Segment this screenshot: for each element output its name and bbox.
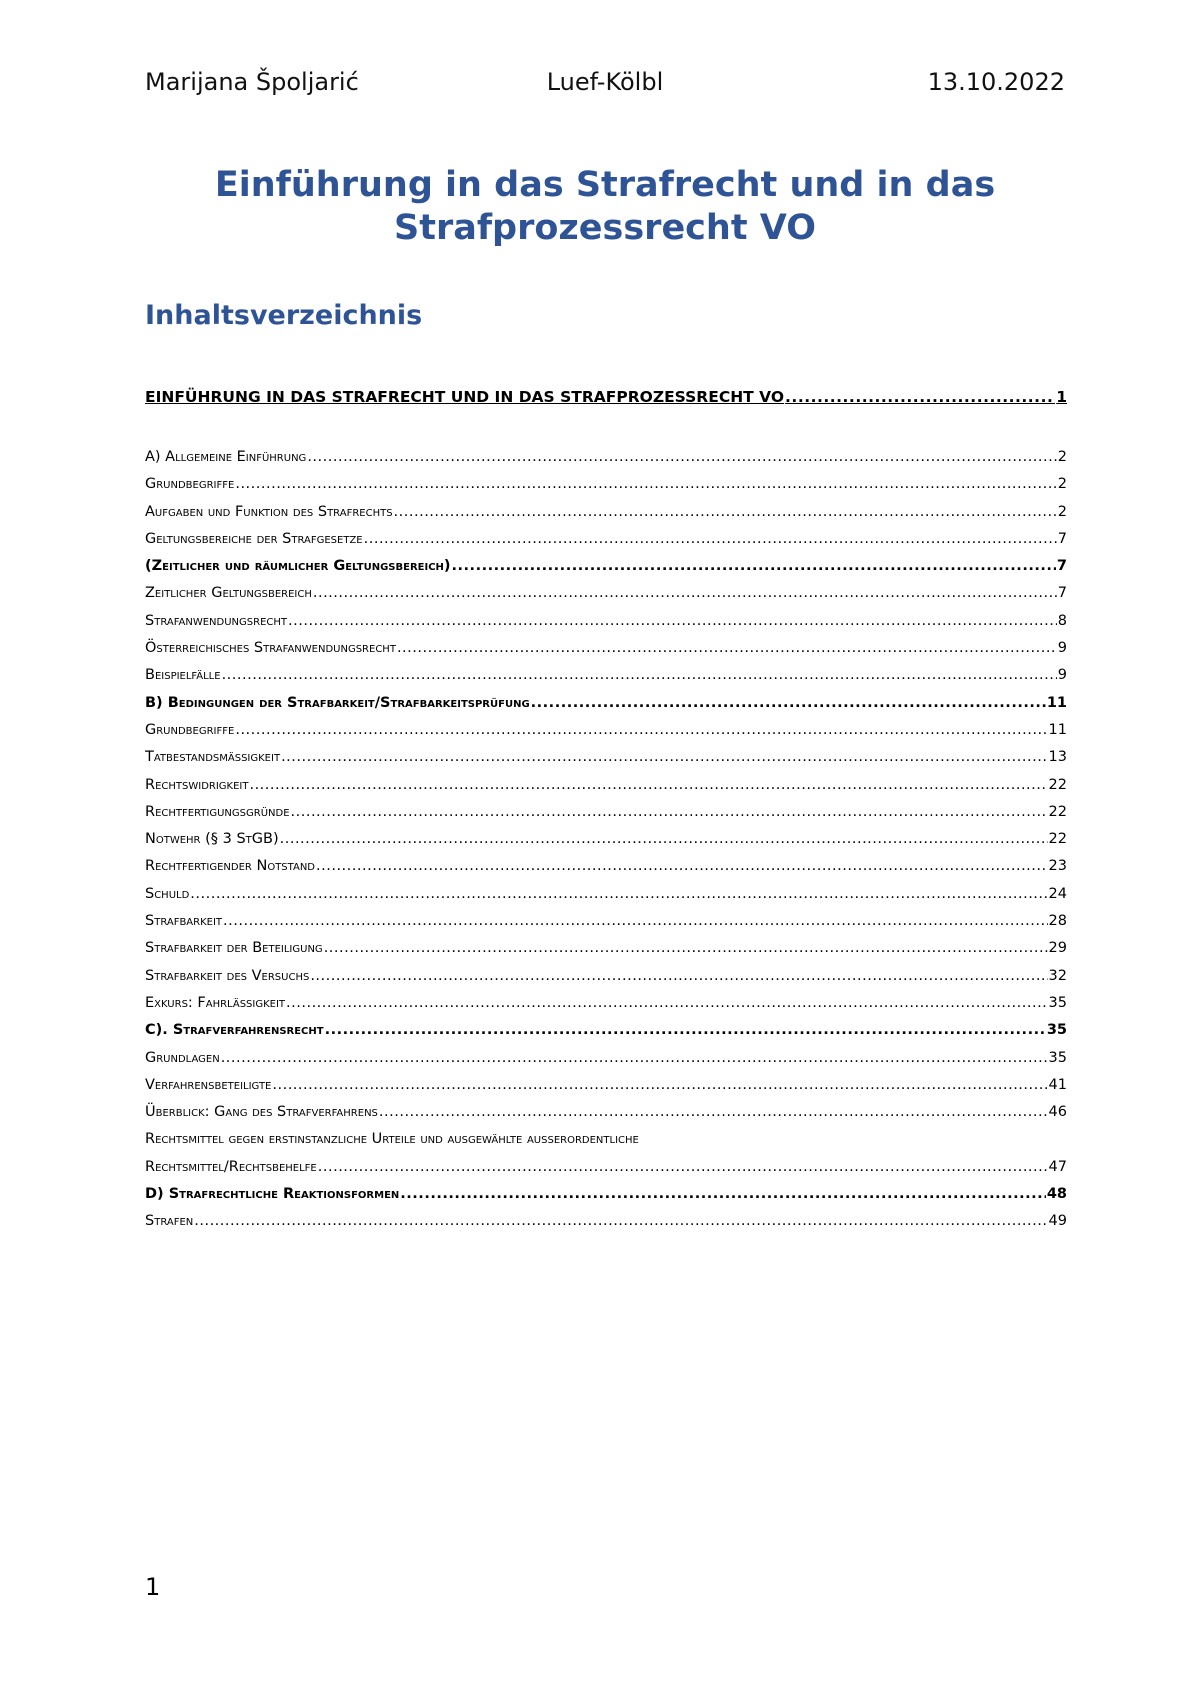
toc-entry[interactable]	[145, 908, 1067, 935]
toc-leader	[221, 1045, 1048, 1072]
toc-entry-page: 46	[1048, 1104, 1067, 1121]
toc-entry-page: 22	[1048, 831, 1067, 848]
toc-entry-page: 11	[1048, 721, 1067, 738]
toc-leader	[316, 853, 1048, 880]
toc-entry-label: Schuld	[145, 885, 190, 902]
toc-leader	[291, 799, 1048, 826]
toc-leader	[280, 826, 1048, 853]
toc-leader	[281, 744, 1047, 771]
toc-leader	[272, 1072, 1047, 1099]
toc-entry[interactable]	[145, 744, 1067, 771]
toc-entry-label: Aufgaben und Funktion des Strafrechts	[145, 503, 393, 520]
toc-leader	[325, 1017, 1046, 1044]
toc-entry-page: 35	[1046, 1022, 1067, 1039]
toc-entry[interactable]	[145, 1017, 1067, 1044]
header-professor: Luef-Kölbl	[546, 68, 664, 96]
toc-leader	[222, 662, 1057, 689]
toc-entry-page: 7	[1056, 558, 1067, 575]
toc-entry-label: Strafanwendungsrecht	[145, 612, 288, 629]
toc-entry-label: Geltungsbereiche der Strafgesetze	[145, 530, 363, 547]
toc-entry-page: 22	[1048, 776, 1067, 793]
toc-leader	[194, 1208, 1047, 1235]
toc-entry[interactable]	[145, 1154, 1067, 1181]
toc-entry[interactable]	[145, 662, 1067, 689]
toc-leader	[364, 526, 1057, 553]
toc-entry-page: 32	[1048, 967, 1067, 984]
toc-leader	[235, 471, 1056, 498]
toc-entry-label: Grundlagen	[145, 1049, 220, 1066]
toc-entry-page: 35	[1048, 994, 1067, 1011]
page-header	[145, 68, 1065, 96]
toc-entry[interactable]	[145, 526, 1067, 553]
toc-entry-label: D) Strafrechtliche Reaktionsformen	[145, 1186, 400, 1203]
toc-leader	[190, 881, 1047, 908]
toc-entry-label: Tatbestandsmässigkeit	[145, 749, 281, 766]
toc-entry-label: Strafbarkeit der Beteiligung	[145, 940, 323, 957]
toc-entry-page: 24	[1048, 885, 1067, 902]
toc-entry[interactable]	[145, 1045, 1067, 1072]
toc-top-entry[interactable]	[145, 382, 1067, 412]
toc-entry[interactable]	[145, 799, 1067, 826]
toc-entry[interactable]	[145, 580, 1067, 607]
toc-entry-page: 9	[1057, 640, 1067, 657]
toc-entry-page: 1	[1056, 388, 1067, 406]
toc-entry[interactable]	[145, 608, 1067, 635]
header-date: 13.10.2022	[927, 68, 1065, 96]
toc-leader	[452, 553, 1056, 580]
toc-entry[interactable]	[145, 1181, 1067, 1208]
toc-entry[interactable]	[145, 881, 1067, 908]
toc-entry-label: Beispielfälle	[145, 667, 221, 684]
toc-entry-label: Österreichisches Strafanwendungsrecht	[145, 640, 396, 657]
header-author: Marijana Špoljarić	[145, 68, 359, 96]
toc-entry-label: Strafbarkeit des Versuchs	[145, 967, 310, 984]
toc-entry-label: Exkurs: Fahrlässigkeit	[145, 994, 286, 1011]
toc-entry-label: Verfahrensbeteiligte	[145, 1076, 272, 1093]
toc-entry-label: Rechtswidrigkeit	[145, 776, 249, 793]
toc-leader	[310, 963, 1047, 990]
toc-leader	[307, 444, 1056, 471]
toc-entry-page: 48	[1046, 1186, 1067, 1203]
toc-entry-page: 9	[1057, 667, 1067, 684]
toc-leader	[324, 935, 1048, 962]
toc-entry-page: 28	[1048, 913, 1067, 930]
toc-leader	[313, 580, 1057, 607]
toc-leader	[286, 990, 1048, 1017]
toc-entry-page: 2	[1057, 449, 1067, 465]
toc-entry-label: EINFÜHRUNG IN DAS STRAFRECHT UND IN DAS STRAFPROZESSRECHT VO	[145, 388, 785, 406]
toc-entry-label: A) Allgemeine Einführung	[145, 449, 307, 465]
toc-entry[interactable]	[145, 690, 1067, 717]
toc-entry[interactable]	[145, 499, 1067, 526]
page-number: 1	[145, 1573, 161, 1601]
toc-entry[interactable]	[145, 1099, 1067, 1126]
toc-leader	[397, 635, 1057, 662]
toc-entry[interactable]	[145, 471, 1067, 498]
toc-leader	[318, 1154, 1048, 1181]
toc-entry-label: Rechtsmittel/Rechtsbehelfe	[145, 1158, 317, 1175]
toc-entry-label: Zeitlicher Geltungsbereich	[145, 585, 312, 602]
toc-entry[interactable]	[145, 826, 1067, 853]
toc-leader	[394, 499, 1057, 526]
toc-entry-label: Grundbegriffe	[145, 721, 235, 738]
toc-entry-page: 2	[1057, 476, 1067, 493]
toc-entry-label: Grundbegriffe	[145, 476, 235, 493]
toc-entry-page: 11	[1046, 694, 1067, 711]
toc-entry-label: C). Strafverfahrensrecht	[145, 1022, 324, 1039]
toc-entry[interactable]	[145, 772, 1067, 799]
toc-leader	[249, 772, 1047, 799]
toc-entry-label: Notwehr (§ 3 StGB)	[145, 831, 279, 848]
toc-entry-page: 35	[1048, 1049, 1067, 1066]
toc-entry-page: 7	[1057, 530, 1067, 547]
toc-entry-page: 13	[1048, 749, 1067, 766]
toc-leader	[379, 1099, 1048, 1126]
toc-entry[interactable]	[145, 1208, 1067, 1235]
toc-entry-page: 47	[1048, 1158, 1067, 1175]
toc-entry-label: Strafbarkeit	[145, 913, 223, 930]
toc-leader	[288, 608, 1057, 635]
toc-entry-label-line1[interactable]: Rechtsmittel gegen erstinstanzliche Urteile und ausgewählte ausserordentliche	[145, 1131, 639, 1148]
toc-leader	[223, 908, 1048, 935]
toc-entry-page: 23	[1048, 858, 1067, 875]
toc-entry[interactable]	[145, 990, 1067, 1017]
toc-entry-page: 41	[1048, 1076, 1067, 1093]
toc-entry-page: 22	[1048, 803, 1067, 820]
toc-entry[interactable]	[145, 717, 1067, 744]
toc-entry[interactable]	[145, 1072, 1067, 1099]
toc-entry-label: Rechtfertigender Notstand	[145, 858, 316, 875]
toc-leader	[531, 690, 1046, 717]
toc-heading: Inhaltsverzeichnis	[145, 300, 423, 331]
toc-entry[interactable]	[145, 935, 1067, 962]
toc-entry[interactable]	[145, 444, 1067, 471]
toc-leader	[785, 382, 1055, 412]
toc-leader	[235, 717, 1047, 744]
toc-entry-page: 8	[1057, 612, 1067, 629]
toc-entry[interactable]	[145, 963, 1067, 990]
toc-entry-label: B) Bedingungen der Strafbarkeit/Strafbarkeitsprüfung	[145, 694, 530, 711]
toc-entry-page: 2	[1057, 503, 1067, 520]
toc-leader	[400, 1181, 1046, 1208]
toc-entry-label: Strafen	[145, 1213, 194, 1230]
toc-entry[interactable]	[145, 553, 1067, 580]
toc-entry-page: 29	[1048, 940, 1067, 957]
toc-entry-page: 49	[1048, 1213, 1067, 1230]
document-title: Einführung in das Strafrecht und in das Strafprozessrecht VO	[214, 165, 996, 248]
toc-entry-label: (Zeitlicher und räumlicher Geltungsbereich)	[145, 558, 451, 575]
toc-entry[interactable]	[145, 853, 1067, 880]
table-of-contents	[145, 444, 1067, 1236]
toc-entry-label: Überblick: Gang des Strafverfahrens	[145, 1104, 378, 1121]
toc-entry[interactable]	[145, 635, 1067, 662]
toc-entry-page: 7	[1057, 585, 1067, 602]
toc-entry-label: Rechtfertigungsgründe	[145, 803, 290, 820]
